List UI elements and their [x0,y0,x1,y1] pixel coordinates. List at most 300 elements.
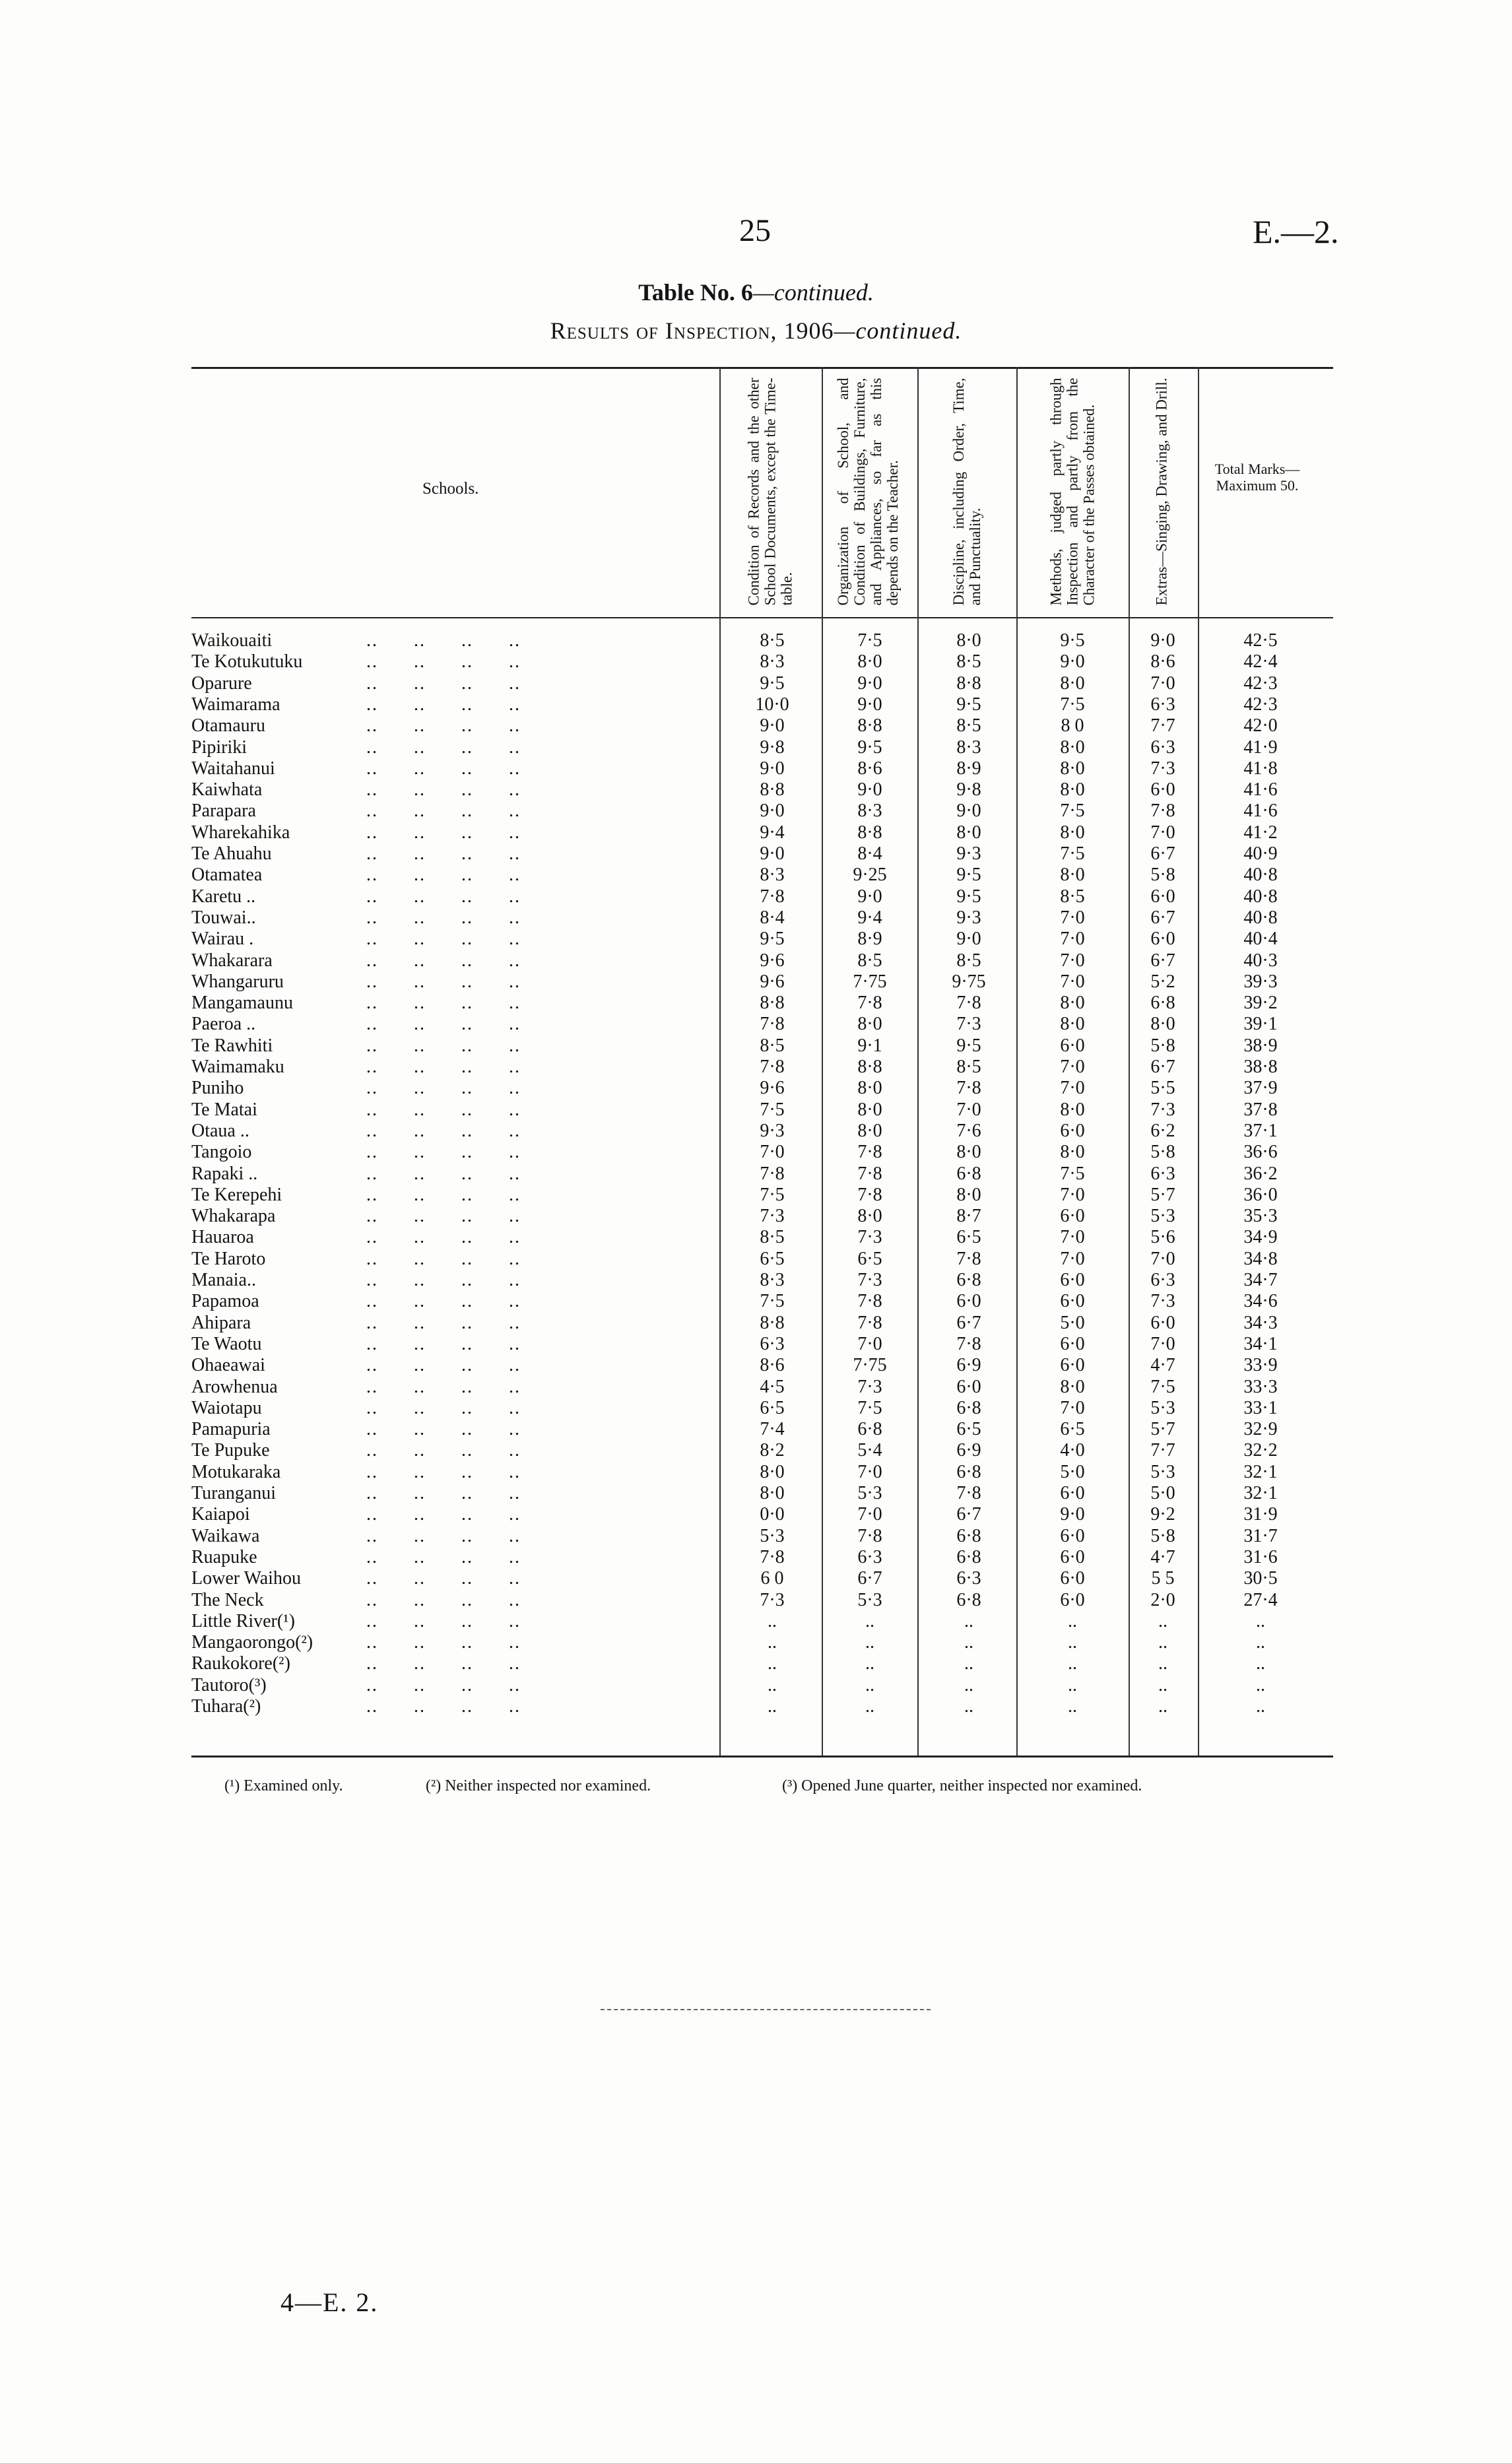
mark-cell: 6·3 [760,1333,785,1354]
mark-cell: 7·8 [857,1184,882,1205]
mark-cell: 6·0 [1060,1483,1085,1503]
mark-cell: 7·5 [760,1291,785,1312]
school-name: Wharekahika [191,822,290,843]
leader-dots: .. .. .. .. [366,1589,521,1610]
leader-dots: .. .. .. .. [366,1546,521,1567]
mark-cell: 7·0 [1060,907,1085,928]
leader-dots: .. .. .. .. [366,1120,521,1141]
total-mark: .. [1256,1653,1265,1674]
table-row [191,1611,1333,1632]
leader-dots: .. .. .. .. [366,1333,521,1354]
leader-dots: .. .. .. .. [366,1461,521,1482]
total-mark: 34·8 [1243,1248,1278,1269]
total-mark: 27·4 [1243,1589,1278,1610]
mark-cell: 8·0 [1060,737,1085,758]
school-name: Papamoa [191,1291,259,1312]
mark-cell: 5·8 [1150,1142,1175,1163]
subtitle-year: , 1906 [770,317,834,344]
records-header-text: Condition of Records and the other School Documents, except the Time-table. [745,378,795,606]
mark-cell: 8·8 [760,1312,785,1333]
mark-cell: 6·0 [1060,1333,1085,1354]
leader-dots: .. .. .. .. [366,694,521,715]
mark-cell: 6·3 [857,1546,882,1567]
mark-cell: 7·8 [956,993,981,1014]
total-mark: 42·3 [1243,694,1278,715]
mark-cell: 8·0 [1060,822,1085,843]
leader-dots: .. .. .. .. [366,630,521,651]
discipline-header-text: Discipline, including Order, Time, and Punctuality. [950,378,983,606]
mark-cell: 7·5 [760,1184,785,1205]
mark-cell: 5·0 [1060,1312,1085,1333]
mark-cell: 7·4 [760,1419,785,1440]
school-name: Tuhara(²) [191,1696,261,1717]
table-row [191,1675,1333,1696]
mark-cell: 8·5 [760,1035,785,1056]
leader-dots: .. .. .. .. [366,1568,521,1589]
total-mark: 37·9 [1243,1078,1278,1099]
mark-cell: 6·0 [1060,1355,1085,1376]
mark-cell: 8·0 [760,1483,785,1503]
table-row [191,1227,1333,1248]
mark-cell: 8·2 [760,1440,785,1461]
table-row [191,1440,1333,1461]
mark-cell: 7·3 [1150,1099,1175,1120]
mark-cell: 7·8 [857,1163,882,1184]
mark-cell: 6·0 [1060,1589,1085,1610]
mark-cell: 7·8 [760,886,785,907]
leader-dots: .. .. .. .. [366,801,521,822]
mark-cell: 9·5 [956,886,981,907]
leader-dots: .. .. .. .. [366,1397,521,1418]
mark-cell: 6·0 [1060,1035,1085,1056]
total-mark: 36·2 [1243,1163,1278,1184]
mark-cell: .. [1068,1610,1077,1631]
mark-cell: 8·8 [857,1057,882,1077]
table-row [191,737,1333,758]
mark-cell: 6·5 [956,1227,981,1248]
leader-dots: .. .. .. .. [366,1419,521,1440]
leader-dots: .. .. .. .. [366,779,521,801]
mark-cell: 8·9 [857,929,882,950]
total-mark: 42·3 [1243,673,1278,694]
mark-cell: 8·0 [956,1142,981,1163]
leader-dots: .. .. .. .. [366,1206,521,1227]
leader-dots: .. .. .. .. [366,737,521,758]
mark-cell: 7·8 [760,1014,785,1035]
mark-cell: 9·8 [956,779,981,801]
mark-cell: 9·5 [857,737,882,758]
footnote-2: (²) Neither inspected nor examined. [426,1777,651,1794]
school-name: Puniho [191,1078,244,1099]
mark-cell: 9·3 [956,907,981,928]
school-name: Motukaraka [191,1461,281,1482]
total-mark: 34·1 [1243,1333,1278,1354]
header-bottom-rule [191,617,1333,618]
mark-cell: 9·0 [956,929,981,950]
total-mark: 34·3 [1243,1312,1278,1333]
mark-cell: 5·5 [1150,1078,1175,1099]
school-name: Waimamaku [191,1057,284,1077]
table-row [191,1526,1333,1547]
mark-cell: 8·0 [1060,779,1085,801]
total-mark: 39·2 [1243,993,1278,1014]
mark-cell: 6·8 [956,1461,981,1482]
mark-cell: 8·0 [1060,1099,1085,1120]
mark-cell: 7·0 [1060,1078,1085,1099]
mark-cell: 5·3 [1150,1206,1175,1227]
mark-cell: 6·0 [1060,1546,1085,1567]
mark-cell: .. [1068,1653,1077,1674]
mark-cell: 8·5 [956,1057,981,1077]
mark-cell: 8·0 [1060,993,1085,1014]
leader-dots: .. .. .. .. [366,971,521,992]
mark-cell: 8·5 [956,651,981,673]
footer-code: 4—E. 2. [280,2287,379,2317]
mark-cell: 7·0 [1060,1248,1085,1269]
mark-cell: .. [768,1653,777,1674]
table-row [191,1100,1333,1121]
mark-cell: 6·3 [1150,694,1175,715]
mark-cell: 9·5 [956,1035,981,1056]
table-title-main: Table No. 6 [638,279,753,306]
school-name: Karetu .. [191,886,256,907]
mark-cell: 6·8 [956,1589,981,1610]
school-name: Lower Waihou [191,1568,301,1589]
school-name: Parapara [191,801,256,822]
school-name: Kaiwhata [191,779,263,801]
school-name: Te Pupuke [191,1440,270,1461]
mark-cell: 6·5 [760,1397,785,1418]
mark-cell: 6·9 [956,1440,981,1461]
mark-cell: 8·0 [857,1078,882,1099]
records-column-header [724,370,816,614]
mark-cell: 5·0 [1060,1461,1085,1482]
table-title-suffix: —continued. [752,279,874,306]
mark-cell: 8·5 [956,715,981,737]
mark-cell: 6 0 [760,1568,784,1589]
mark-cell: 7·75 [853,971,887,992]
school-name: Whakarapa [191,1206,276,1227]
mark-cell: 5·3 [760,1525,785,1546]
mark-cell: 5·2 [1150,971,1175,992]
leader-dots: .. .. .. .. [366,1270,521,1290]
organization-header-text: Organization of School, and Condition of Buildings, Furniture, and Appliances, so far as this depends on the Teacher. [835,378,901,606]
mark-cell: .. [1068,1696,1077,1717]
school-name: Rapaki .. [191,1163,258,1184]
table-row [191,1057,1333,1078]
leader-dots: .. .. .. .. [366,1184,521,1205]
school-name: Pamapuria [191,1419,271,1440]
leader-dots: .. .. .. .. [366,1057,521,1077]
mark-cell: 8·5 [760,630,785,651]
total-mark: 31·7 [1243,1525,1278,1546]
subtitle-prefix: Results of Inspection [550,317,771,344]
mark-cell: 9·0 [1060,651,1085,673]
table-row [191,673,1333,694]
mark-cell: 7·5 [1060,801,1085,822]
total-mark: 38·9 [1243,1035,1278,1056]
mark-cell: 8·0 [1060,1142,1085,1163]
leader-dots: .. .. .. .. [366,950,521,971]
table-row [191,1206,1333,1227]
mark-cell: 8·3 [857,801,882,822]
mark-cell: 6·3 [1150,737,1175,758]
total-mark: 32·1 [1243,1461,1278,1482]
school-name: Pipiriki [191,737,247,758]
mark-cell: .. [964,1632,973,1653]
mark-cell: 6·3 [1150,1270,1175,1290]
mark-cell: 9·0 [857,886,882,907]
mark-cell: 8·0 [956,1184,981,1205]
total-mark: 41·6 [1243,801,1278,822]
mark-cell: 5·7 [1150,1184,1175,1205]
table-row [191,1185,1333,1206]
table-row [191,1121,1333,1142]
mark-cell: 8·0 [1060,1014,1085,1035]
mark-cell: 6·5 [1060,1419,1085,1440]
discipline-column-header [921,370,1013,614]
mark-cell: 7·3 [857,1270,882,1290]
mark-cell: .. [865,1632,874,1653]
mark-cell: .. [865,1696,874,1717]
mark-cell: 7·8 [857,993,882,1014]
mark-cell: 7·75 [853,1355,887,1376]
mark-cell: .. [768,1674,777,1695]
total-mark: 41·6 [1243,779,1278,801]
table-row [191,1142,1333,1163]
school-name: Te Haroto [191,1248,266,1269]
table-row [191,1590,1333,1611]
leader-dots: .. .. .. .. [366,1291,521,1312]
mark-cell: 7·3 [1150,758,1175,779]
mark-cell: 9·0 [760,843,785,864]
school-name: Ruapuke [191,1546,257,1567]
leader-dots: .. .. .. .. [366,758,521,779]
mark-cell: 7·8 [1150,801,1175,822]
mark-cell: .. [1158,1610,1167,1631]
footnote-1: (¹) Examined only. [224,1777,343,1794]
school-name: Te Waotu [191,1333,262,1354]
mark-cell: 7·0 [1150,822,1175,843]
mark-cell: 9·5 [760,929,785,950]
mark-cell: 0·0 [760,1504,785,1525]
mark-cell: 6·7 [1150,907,1175,928]
mark-cell: 6·0 [1150,929,1175,950]
mark-cell: 8·3 [956,737,981,758]
mark-cell: 7·0 [1150,673,1175,694]
mark-cell: 7·5 [1060,694,1085,715]
table-row [191,1483,1333,1504]
table-row [191,971,1333,993]
mark-cell: 7·8 [857,1142,882,1163]
table-row [191,1568,1333,1589]
mark-cell: .. [964,1674,973,1695]
mark-cell: 5·7 [1150,1419,1175,1440]
mark-cell: 8·3 [760,651,785,673]
mark-cell: 8·0 [857,651,882,673]
mark-cell: 8·0 [1060,673,1085,694]
leader-dots: .. .. .. .. [366,1248,521,1269]
subtitle-suffix: —continued. [834,317,962,344]
mark-cell: 7·0 [1060,1397,1085,1418]
mark-cell: 8·0 [1060,865,1085,886]
total-mark: .. [1256,1632,1265,1653]
mark-cell: 5·8 [1150,1525,1175,1546]
leader-dots: .. .. .. .. [366,1227,521,1248]
mark-cell: 9·0 [1060,1504,1085,1525]
mark-cell: 7·0 [1150,1333,1175,1354]
table-row [191,1270,1333,1291]
mark-cell: 8·8 [956,673,981,694]
school-name: The Neck [191,1589,264,1610]
document-code: E.—2. [1253,213,1339,250]
mark-cell: 9·4 [760,822,785,843]
leader-dots: .. .. .. .. [366,1610,521,1631]
mark-cell: 7·3 [760,1589,785,1610]
table-row [191,1035,1333,1057]
mark-cell: .. [1158,1632,1167,1653]
total-mark: 32·2 [1243,1440,1278,1461]
mark-cell: 7·0 [857,1461,882,1482]
mark-cell: .. [865,1653,874,1674]
mark-cell: 6·0 [1150,779,1175,801]
school-name: Raukokore(²) [191,1653,290,1674]
mark-cell: 7·8 [857,1312,882,1333]
leader-dots: .. .. .. .. [366,715,521,737]
table-row [191,950,1333,971]
mark-cell: 6·7 [956,1504,981,1525]
leader-dots: .. .. .. .. [366,1355,521,1376]
total-mark: 39·1 [1243,1014,1278,1035]
mark-cell: .. [768,1632,777,1653]
leader-dots: .. .. .. .. [366,843,521,864]
page-number: 25 [739,213,771,248]
mark-cell: 7·3 [857,1376,882,1397]
school-name: Oparure [191,673,252,694]
school-name: Waitahanui [191,758,275,779]
leader-dots: .. .. .. .. [366,1014,521,1035]
total-mark: .. [1256,1610,1265,1631]
mark-cell: 8·8 [857,822,882,843]
mark-cell: 7·0 [1060,929,1085,950]
table-row [191,758,1333,779]
mark-cell: 4·0 [1060,1440,1085,1461]
leader-dots: .. .. .. .. [366,907,521,928]
table-row [191,1632,1333,1653]
mark-cell: 8·0 [1060,1376,1085,1397]
mark-cell: 8·6 [1150,651,1175,673]
mark-cell: 5·8 [1150,865,1175,886]
leader-dots: .. .. .. .. [366,1696,521,1717]
table-row [191,1313,1333,1334]
leader-dots: .. .. .. .. [366,886,521,907]
mark-cell: 6·0 [1150,1312,1175,1333]
leader-dots: .. .. .. .. [366,993,521,1014]
total-mark: 36·0 [1243,1184,1278,1205]
table-row [191,1398,1333,1419]
leader-dots: .. .. .. .. [366,1674,521,1695]
mark-cell: 7·5 [857,630,882,651]
school-name: Tangoio [191,1142,252,1163]
mark-cell: 6·8 [956,1270,981,1290]
table-row [191,1462,1333,1483]
leader-dots: .. .. .. .. [366,1035,521,1056]
mark-cell: 8·8 [857,715,882,737]
mark-cell: 7·0 [760,1142,785,1163]
mark-cell: .. [1068,1632,1077,1653]
mark-cell: 8·0 [956,822,981,843]
leader-dots: .. .. .. .. [366,1376,521,1397]
school-name: Otaua .. [191,1120,249,1141]
mark-cell: 9·0 [857,694,882,715]
mark-cell: 6·8 [956,1397,981,1418]
mark-cell: 6·2 [1150,1120,1175,1141]
mark-cell: 4·7 [1150,1546,1175,1567]
mark-cell: 9·0 [956,801,981,822]
table-row [191,993,1333,1014]
table-row [191,779,1333,801]
leader-dots: .. .. .. .. [366,1525,521,1546]
mark-cell: 8·3 [760,865,785,886]
mark-cell: 9·8 [760,737,785,758]
table-subtitle [0,317,1512,345]
total-mark: 34·6 [1243,1291,1278,1312]
school-name: Te Kerepehi [191,1184,282,1205]
mark-cell: 7·0 [1060,1057,1085,1077]
school-name: Te Ahuahu [191,843,272,864]
leader-dots: .. .. .. .. [366,651,521,673]
mark-cell: 8·6 [857,758,882,779]
mark-cell: .. [964,1610,973,1631]
mark-cell: 7·0 [1150,1248,1175,1269]
school-name: Te Kotukutuku [191,651,303,673]
table-row [191,929,1333,950]
total-mark: 41·9 [1243,737,1278,758]
total-mark: 40·4 [1243,929,1278,950]
total-mark: 41·8 [1243,758,1278,779]
mark-cell: 7·5 [857,1397,882,1418]
table-title [0,279,1512,306]
mark-cell: 8·0 [857,1099,882,1120]
leader-dots: .. .. .. .. [366,673,521,694]
mark-cell: 7·8 [956,1333,981,1354]
table-row [191,886,1333,907]
mark-cell: 7·7 [1150,715,1175,737]
mark-cell: 6·9 [956,1355,981,1376]
school-name: Whangaruru [191,971,284,992]
extras-header-text: Extras—Singing, Drawing, and Drill. [1153,378,1170,606]
total-mark: 33·9 [1243,1355,1278,1376]
total-mark: 40·8 [1243,865,1278,886]
mark-cell: 7·5 [1060,1163,1085,1184]
school-name: Manaia.. [191,1270,256,1290]
total-mark: 42·0 [1243,715,1278,737]
mark-cell: 8·8 [760,779,785,801]
total-mark: 38·8 [1243,1057,1278,1077]
mark-cell: 7·6 [956,1120,981,1141]
mark-cell: 8·0 [760,1461,785,1482]
mark-cell: 6·0 [1060,1568,1085,1589]
leader-dots: .. .. .. .. [366,1312,521,1333]
school-name: Whakarara [191,950,273,971]
mark-cell: .. [1158,1696,1167,1717]
mark-cell: 8·5 [857,950,882,971]
mark-cell: 6·0 [956,1376,981,1397]
school-name: Waikouaiti [191,630,273,651]
mark-cell: 6·0 [1060,1120,1085,1141]
mark-cell: 7·0 [1060,1227,1085,1248]
table-row [191,1291,1333,1312]
